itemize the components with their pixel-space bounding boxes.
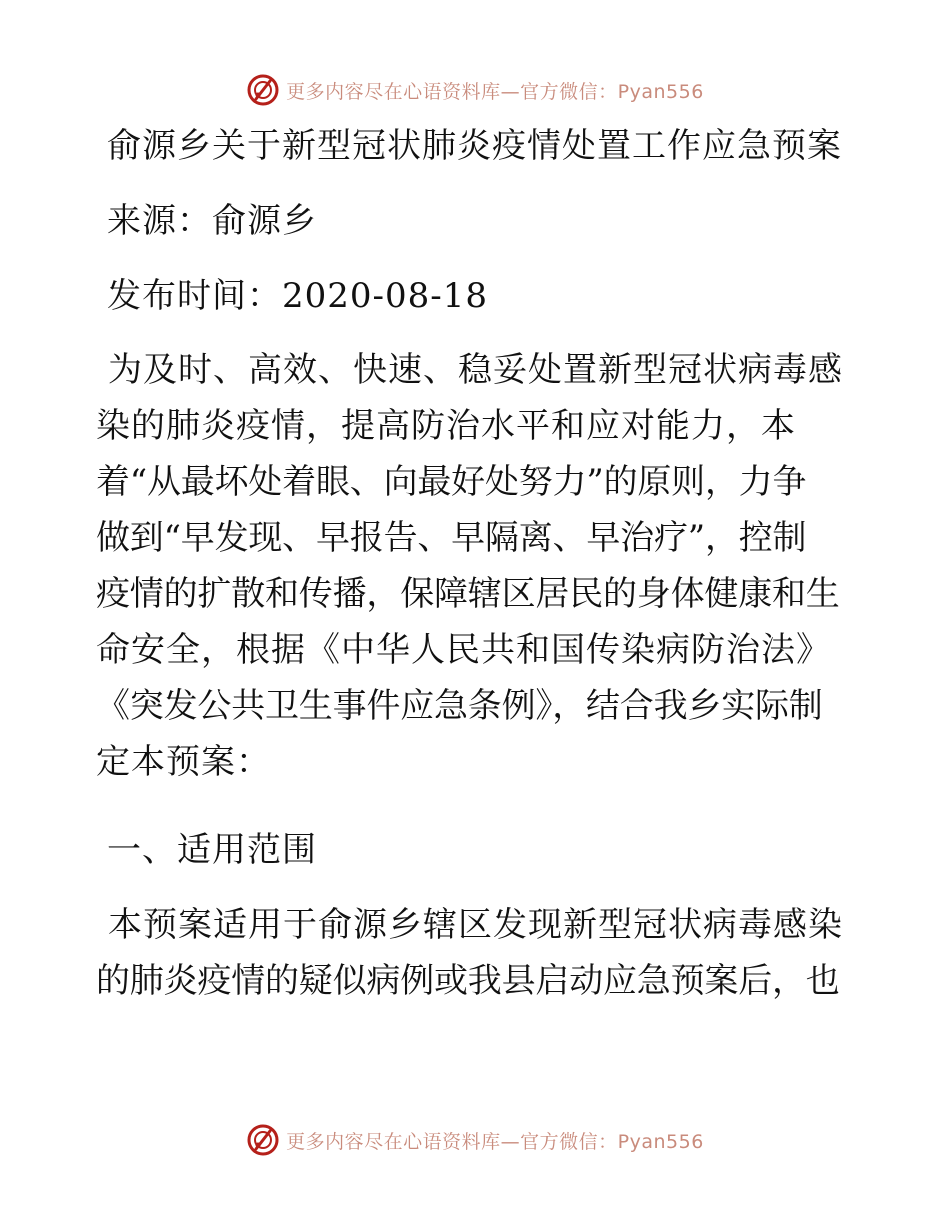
paragraph-line: 着“从最坏处着眼、向最好处努力”的原则，力争: [96, 462, 807, 502]
document-source: 来源：俞源乡: [107, 201, 317, 241]
watermark-text: 更多内容尽在心语资料库—官方微信：Pyan556: [286, 80, 704, 103]
paragraph-line: 《突发公共卫生事件应急条例》，结合我乡实际制: [96, 686, 823, 726]
paragraph-line: 定本预案：: [96, 742, 271, 782]
footer-watermark: [0, 1120, 950, 1160]
paragraph-line: 疫情的扩散和传播，保障辖区居民的身体健康和生: [96, 574, 840, 614]
document-publish-time: 发布时间：2020-08-18: [107, 276, 489, 316]
red-seal-logo-icon: [246, 1123, 280, 1157]
paragraph-line: 的肺炎疫情的疑似病例或我县启动应急预案后，也: [96, 961, 840, 1001]
watermark-text: 更多内容尽在心语资料库—官方微信：Pyan556: [286, 1130, 704, 1153]
paragraph-line: 命安全，根据《中华人民共和国传染病防治法》: [96, 630, 831, 670]
paragraph-line: 染的肺炎疫情，提高防治水平和应对能力，本: [96, 406, 796, 446]
section-heading: 一、适用范围: [107, 830, 317, 870]
paragraph-line: 本预案适用于俞源乡辖区发现新型冠状病毒感染: [108, 905, 843, 945]
document-title: 俞源乡关于新型冠状肺炎疫情处置工作应急预案: [107, 126, 842, 166]
paragraph-line: 做到“早发现、早报告、早隔离、早治疗”，控制: [96, 518, 807, 558]
paragraph-line: 为及时、高效、快速、稳妥处置新型冠状病毒感: [108, 350, 843, 390]
